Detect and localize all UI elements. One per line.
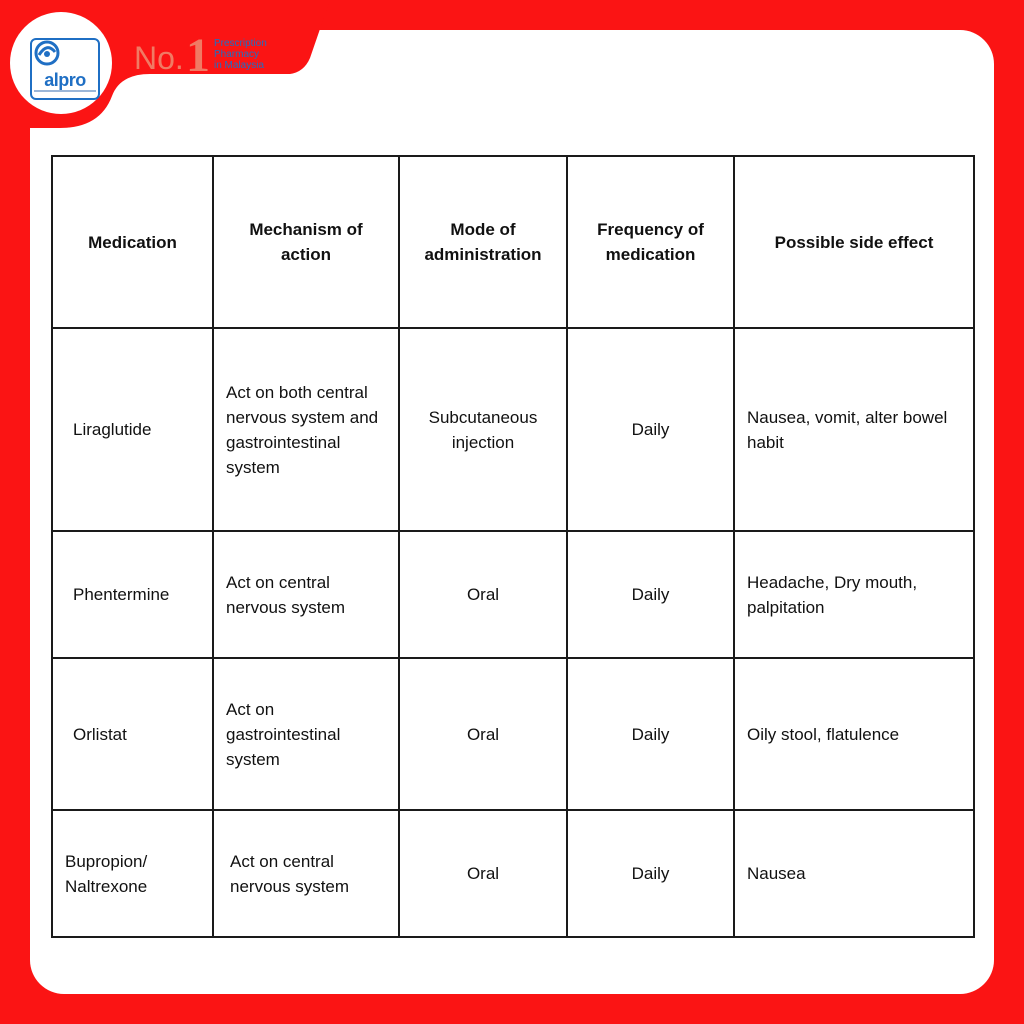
alpro-swirl-icon bbox=[32, 40, 62, 66]
tagline-line-1: Prescription bbox=[214, 38, 267, 49]
cell-medication: Phentermine bbox=[52, 531, 213, 658]
logo-badge[interactable] bbox=[10, 12, 112, 114]
tagline-line-3: in Malaysia bbox=[214, 60, 265, 71]
alpro-logo bbox=[30, 38, 100, 100]
tagline bbox=[214, 38, 267, 71]
header-mode: Mode of administration bbox=[399, 156, 567, 328]
medication-table bbox=[51, 155, 975, 938]
rank-badge bbox=[134, 29, 310, 82]
cell-medication: Liraglutide bbox=[52, 328, 213, 531]
logo-wordmark: alpro bbox=[44, 70, 86, 90]
cell-frequency: Daily bbox=[567, 658, 734, 810]
cell-mode: Oral bbox=[399, 658, 567, 810]
cell-side-effect: Oily stool, flatulence bbox=[734, 658, 974, 810]
cell-mechanism: Act on central nervous system bbox=[213, 531, 399, 658]
cell-frequency: Daily bbox=[567, 531, 734, 658]
cell-side-effect: Headache, Dry mouth, palpitation bbox=[734, 531, 974, 658]
cell-mode: Oral bbox=[399, 531, 567, 658]
cell-mechanism: Act on central nervous system bbox=[213, 810, 399, 937]
table-header-row bbox=[52, 156, 974, 328]
cell-frequency: Daily bbox=[567, 328, 734, 531]
header-medication: Medication bbox=[52, 156, 213, 328]
table-row bbox=[52, 810, 974, 937]
cell-mechanism: Act on gastrointestinal system bbox=[213, 658, 399, 810]
cell-side-effect: Nausea, vomit, alter bowel habit bbox=[734, 328, 974, 531]
table-row bbox=[52, 658, 974, 810]
logo-underline bbox=[34, 90, 96, 92]
table-row bbox=[52, 531, 974, 658]
rank-label: No. bbox=[134, 40, 184, 76]
cell-frequency: Daily bbox=[567, 810, 734, 937]
cell-medication: Bupropion/ Naltrexone bbox=[52, 810, 213, 937]
cell-mode: Oral bbox=[399, 810, 567, 937]
header-side-effect: Possible side effect bbox=[734, 156, 974, 328]
table-row bbox=[52, 328, 974, 531]
brand-header bbox=[0, 0, 330, 130]
cell-medication: Orlistat bbox=[52, 658, 213, 810]
header-mechanism: Mechanism of action bbox=[213, 156, 399, 328]
cell-mechanism: Act on both central nervous system and gastrointestinal system bbox=[213, 328, 399, 531]
rank-number: 1 bbox=[186, 29, 210, 82]
cell-side-effect: Nausea bbox=[734, 810, 974, 937]
header-frequency: Frequency of medication bbox=[567, 156, 734, 328]
cell-mode: Subcutaneous injection bbox=[399, 328, 567, 531]
tagline-line-2: Pharmacy bbox=[214, 49, 260, 60]
